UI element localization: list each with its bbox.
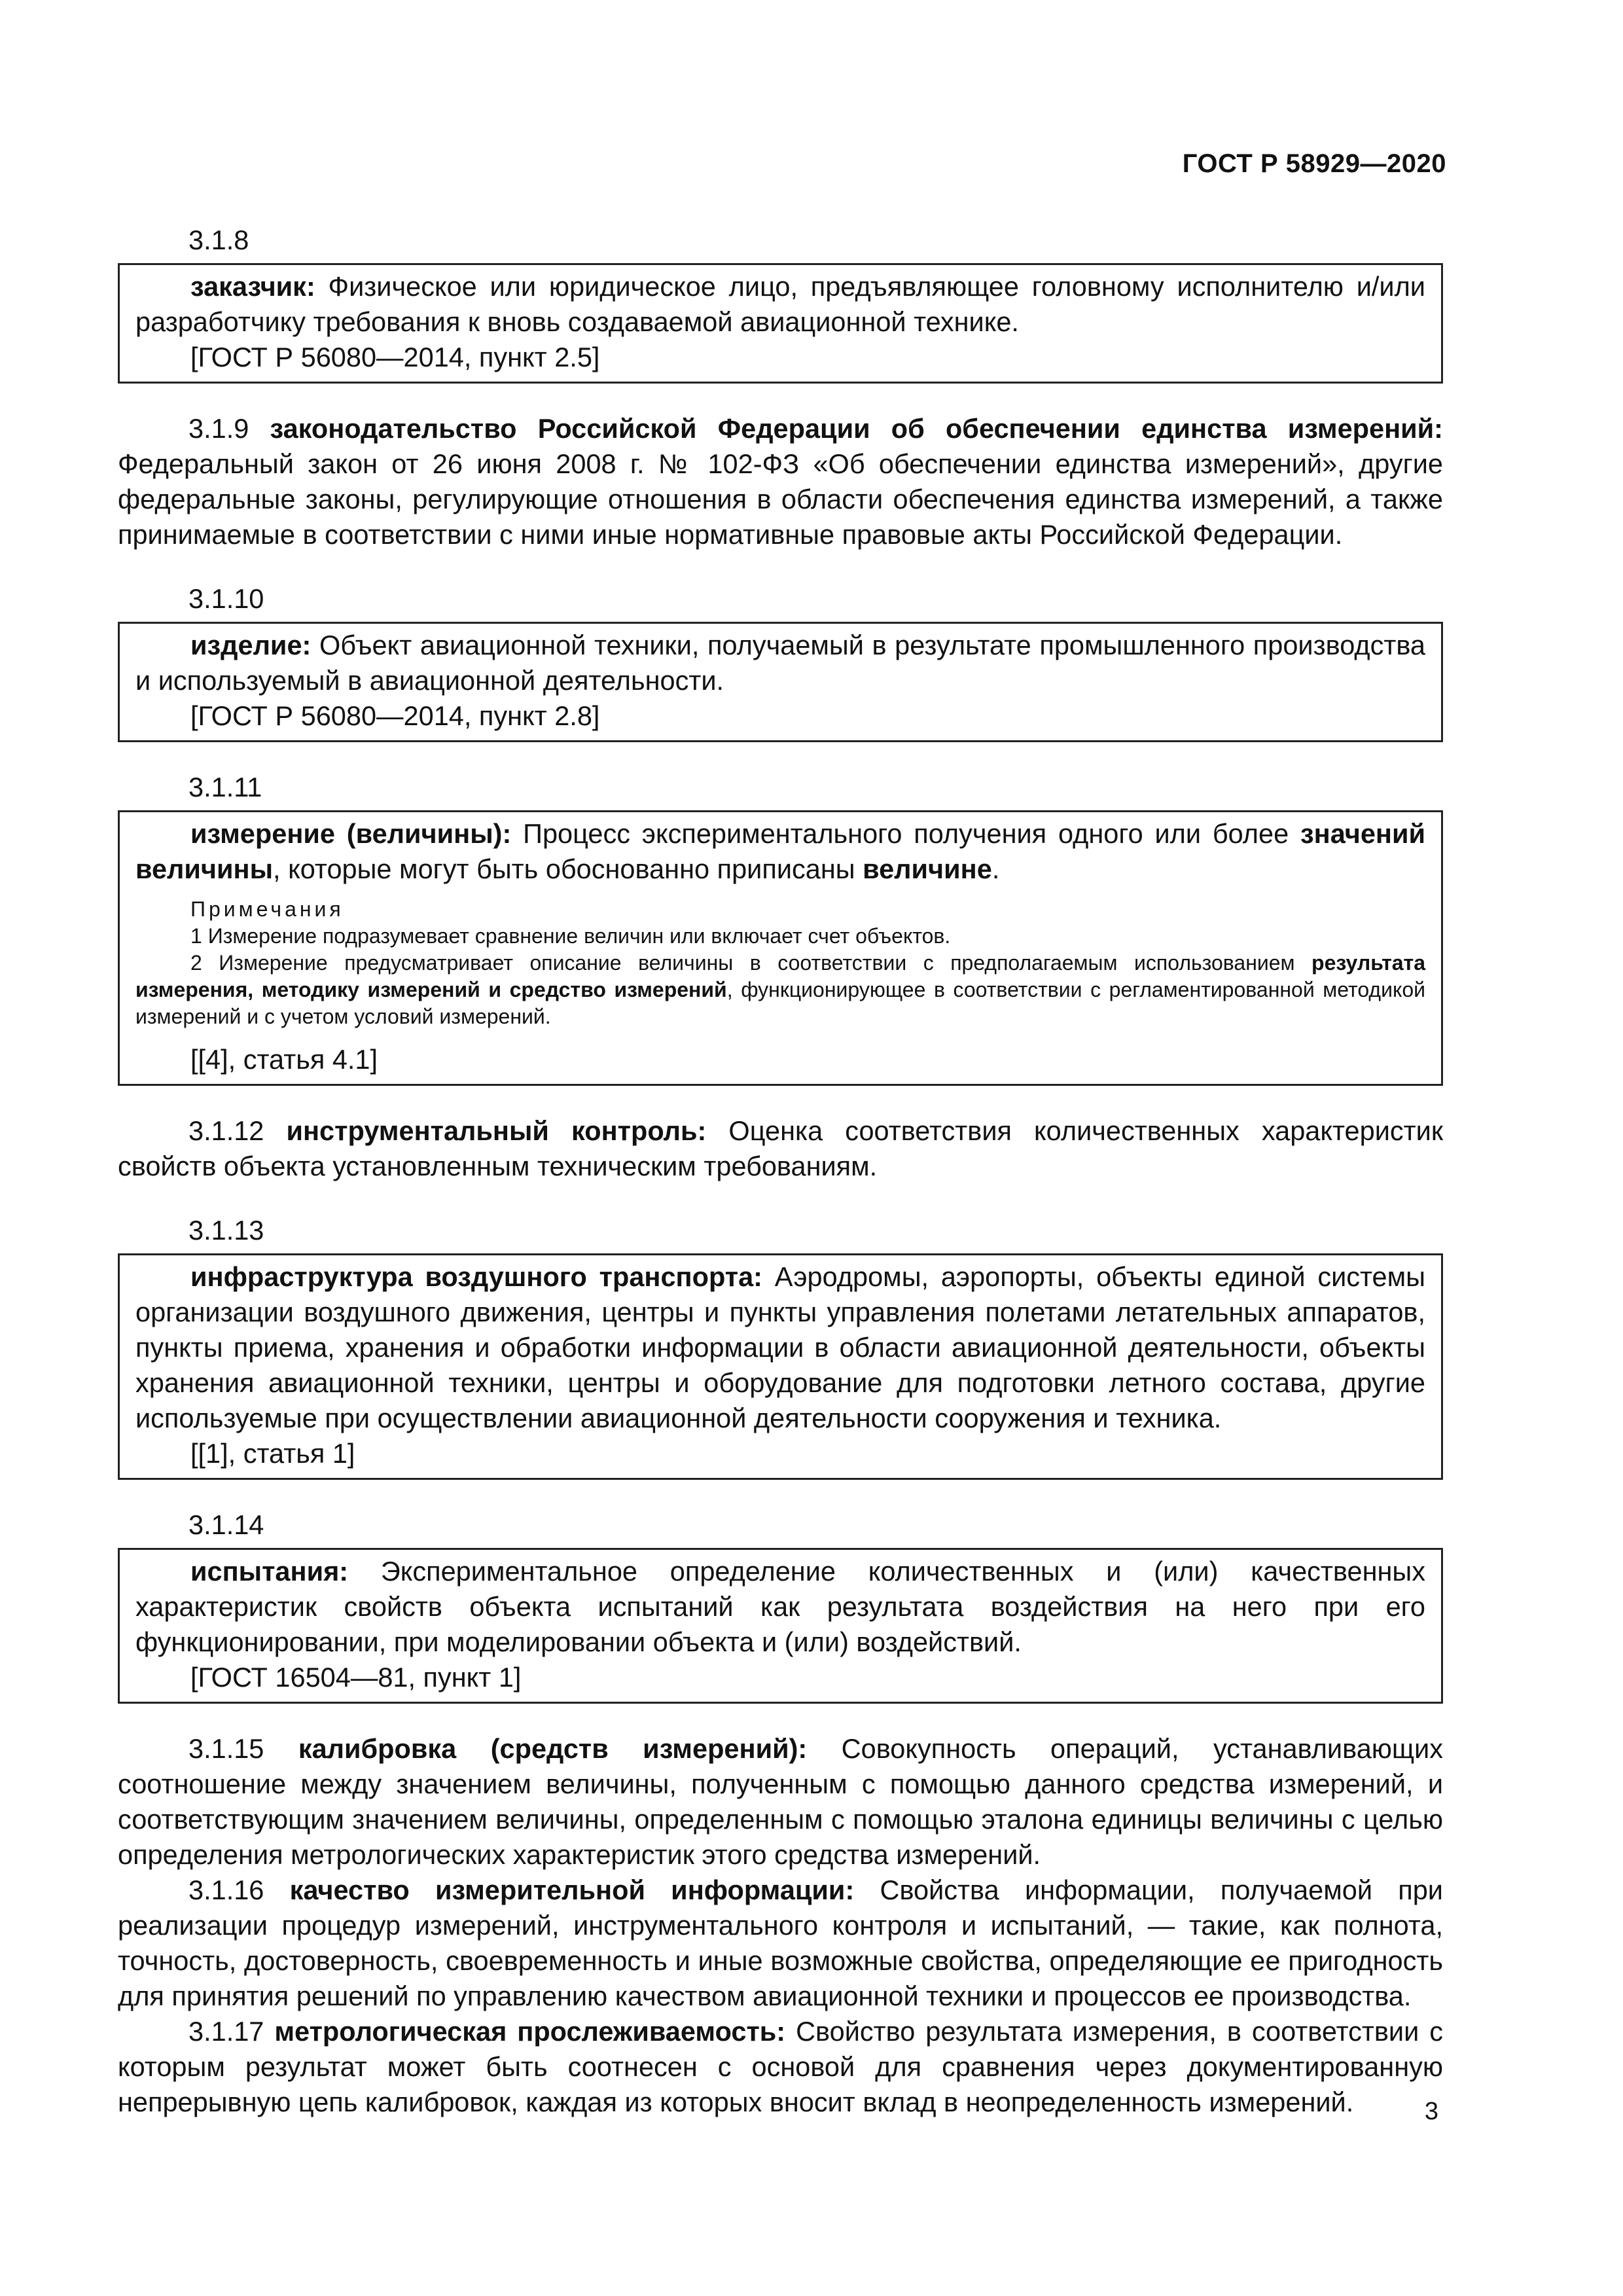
term-name: заказчик: bbox=[190, 271, 315, 302]
term-name: калибровка (средств измерений): bbox=[298, 1733, 808, 1764]
note-2 bbox=[135, 950, 1425, 1030]
term-name: метрологическая прослеживаемость: bbox=[274, 2016, 786, 2047]
definition-emphasis: величине bbox=[863, 853, 992, 884]
definition-text: Процесс экспериментального получения одного или более bbox=[511, 818, 1300, 849]
clause-number: 3.1.10 bbox=[188, 583, 264, 614]
clause-calibration bbox=[118, 1731, 1443, 1873]
term-name: испытания: bbox=[190, 1556, 349, 1587]
definition-text: . bbox=[991, 853, 1000, 884]
term-box-customer bbox=[118, 263, 1443, 384]
definition-text: Совокупность операций, устанавливающих соотношение между значением величины, полученным с помощью данного средства измерений, и соответствующим значением величины, определенным с помощью эталона единицы величины с целью определения метрологических характеристик этого средства измерений. bbox=[118, 1733, 1443, 1870]
term-definition bbox=[135, 628, 1425, 698]
clause-number: 3.1.14 bbox=[188, 1509, 264, 1540]
clause-legislation bbox=[118, 411, 1443, 552]
note-emphasis: результата измерения, методику измерений и средство измерений bbox=[135, 951, 1425, 1001]
term-box-measurement bbox=[118, 810, 1443, 1086]
term-name: законодательство Российской Федерации об обеспечении единства измерений: bbox=[270, 413, 1443, 444]
notes-block bbox=[135, 896, 1425, 1030]
term-source: [ГОСТ Р 56080—2014, пункт 2.8] bbox=[190, 700, 600, 731]
page-header: ГОСТ Р 58929—2020 bbox=[1182, 149, 1446, 178]
term-source: [[1], статья 1] bbox=[190, 1438, 355, 1469]
definition-text: Федеральный закон от 26 июня 2008 г. № 102-ФЗ «Об обеспечении единства измерений», другие федеральные законы, регулирующие отношения в области обеспечения единства измерений, а также принимаемые в соответствии с ними иные нормативные правовые акты Российской Федерации. bbox=[118, 448, 1443, 550]
term-source: [ГОСТ Р 56080—2014, пункт 2.5] bbox=[190, 342, 600, 372]
clause-number: 3.1.11 bbox=[188, 772, 262, 802]
clause-traceability bbox=[118, 2014, 1443, 2120]
clause-instrumental-control bbox=[118, 1113, 1443, 1184]
note-text: 2 Измерение предусматривает описание величины в соответствии с предполагаемым использованием bbox=[190, 951, 1312, 975]
definition-text: Физическое или юридическое лицо, предъявляющее головному исполнителю и/или разработчику требования к вновь создаваемой авиационной технике. bbox=[135, 271, 1425, 337]
term-source: [[4], статья 4.1] bbox=[190, 1044, 378, 1075]
term-name: изделие: bbox=[190, 630, 312, 660]
term-name: инструментальный контроль: bbox=[286, 1115, 707, 1146]
term-definition bbox=[135, 816, 1425, 887]
clause-number: 3.1.16 bbox=[188, 1874, 290, 1905]
definition-text: Свойство результата измерения, в соответствии с которым результат может быть соотнесен с основой для сравнения через документированную непрерывную цепь калибровок, каждая из которых вносит вклад в неопределенность измерений. bbox=[118, 2016, 1443, 2117]
clause-number: 3.1.17 bbox=[188, 2016, 275, 2047]
clause-info-quality bbox=[118, 1873, 1443, 2014]
page-number: 3 bbox=[1424, 2098, 1438, 2125]
term-name: качество измерительной информации: bbox=[289, 1874, 855, 1905]
term-box-infrastructure bbox=[118, 1253, 1443, 1480]
definition-text: Экспериментальное определение количественных и (или) качественных характеристик свойств объекта испытаний как результата воздействия на него при его функционировании, при моделировании объекта и (или) воздействий. bbox=[135, 1556, 1425, 1657]
notes-title: Примечания bbox=[190, 897, 344, 921]
term-definition bbox=[135, 269, 1425, 340]
clause-number: 3.1.9 bbox=[188, 413, 270, 444]
clause-number: 3.1.8 bbox=[188, 224, 249, 255]
document-body bbox=[118, 223, 1443, 2120]
definition-text: Аэродромы, аэропорты, объекты единой системы организации воздушного движения, центры и пункты управления полетами летательных аппаратов, пункты приема, хранения и обработки информации в области авиационной деятельности, объекты хранения авиационной техники, центры и оборудование для подготовки летного состава, другие используемые при осуществлении авиационной деятельности сооружения и техника. bbox=[135, 1261, 1425, 1433]
term-box-tests bbox=[118, 1548, 1443, 1704]
term-name: инфраструктура воздушного транспорта: bbox=[190, 1261, 763, 1292]
definition-text: Оценка соответствия количественных характеристик свойств объекта установленным техническим требованиям. bbox=[118, 1115, 1443, 1181]
term-definition bbox=[135, 1554, 1425, 1660]
definition-text: Свойства информации, получаемой при реализации процедур измерений, инструментального контроля и испытаний, — такие, как полнота, точность, достоверность, своевременность и иные возможные свойства, определяющие ее пригодность для принятия решений по управлению качеством авиационной техники и процессов ее производства. bbox=[118, 1874, 1443, 2011]
term-name: измерение (величины): bbox=[190, 818, 512, 849]
clause-number: 3.1.13 bbox=[188, 1215, 264, 1246]
definition-text: Объект авиационной техники, получаемый в результате промышленного производства и используемый в авиационной деятельности. bbox=[135, 630, 1425, 696]
term-definition bbox=[135, 1259, 1425, 1436]
note-1: 1 Измерение подразумевает сравнение величин или включает счет объектов. bbox=[190, 924, 951, 948]
clause-number: 3.1.12 bbox=[188, 1115, 287, 1146]
definition-emphasis: значений величины bbox=[135, 818, 1426, 884]
term-box-product bbox=[118, 622, 1443, 742]
clause-number: 3.1.15 bbox=[188, 1733, 298, 1764]
definition-text: , которые могут быть обоснованно приписаны bbox=[273, 853, 863, 884]
term-source: [ГОСТ 16504—81, пункт 1] bbox=[190, 1662, 522, 1693]
note-text: , функционирующее в соответствии с регламентированной методикой измерений и с учетом условий измерений. bbox=[135, 978, 1426, 1028]
